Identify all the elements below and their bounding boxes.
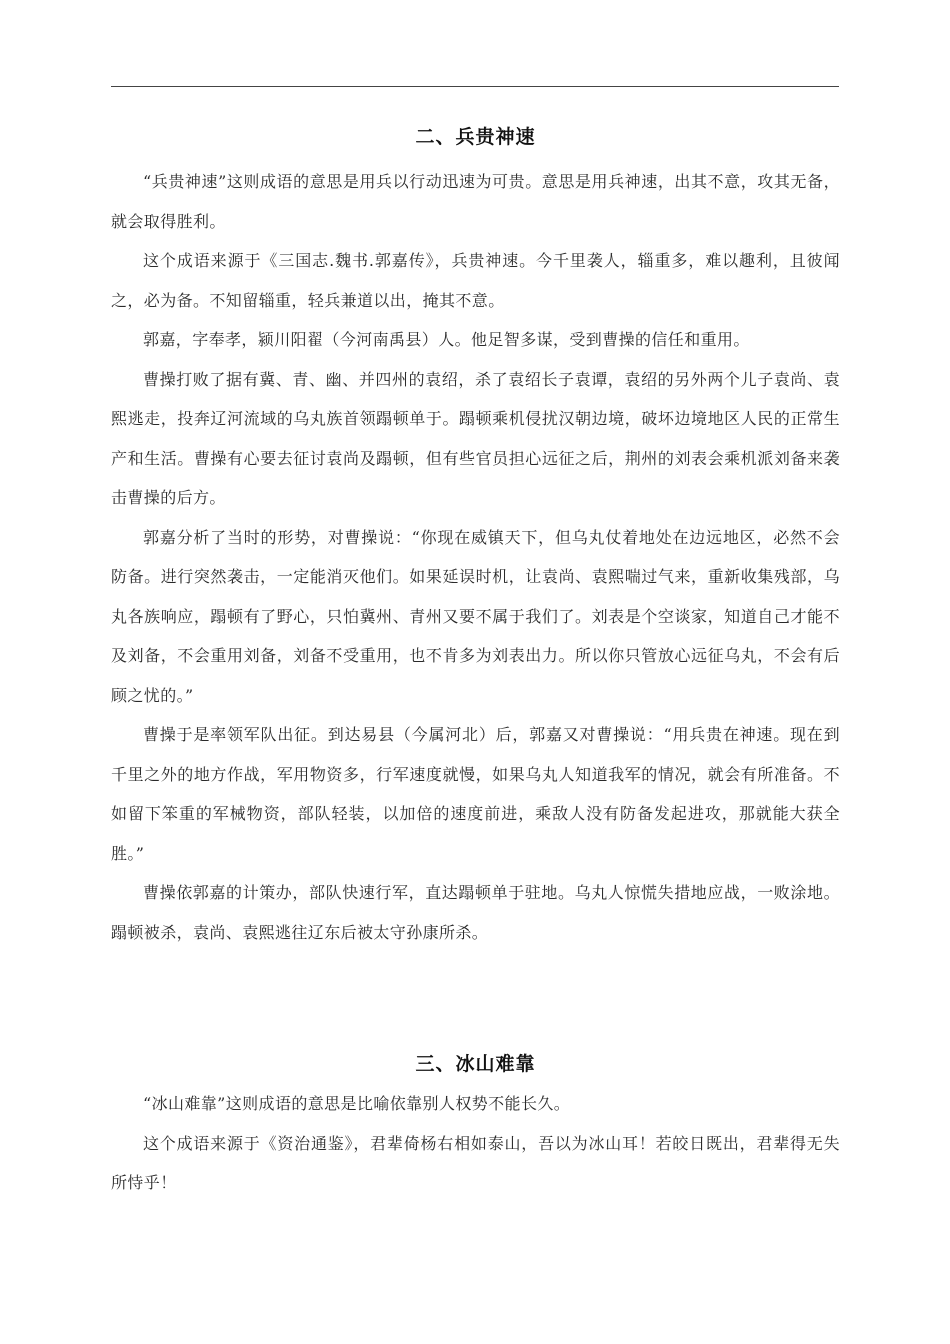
section-bing-gui-shen-su <box>111 122 840 952</box>
paragraph-meaning: “冰山难靠”这则成语的意思是比喻依靠别人权势不能长久。 <box>143 1094 571 1113</box>
paragraph-guo-jia-analysis: 郭嘉分析了当时的形势，对曹操说：“你现在威镇天下，但乌丸仗着地处在边远地区，必然不会防备。进行突然袭击，一定能消灭他们。如果延误时机，让袁尚、袁熙喘过气来，重新收集残部，乌丸各族响应，蹋顿有了野心，只怕冀州、青州又要不属于我们了。刘表是个空谈家，知道自己才能不及刘备，不会重用刘备，刘备不受重用，也不肯多为刘表出力。所以你只管放心远征乌丸，不会有后顾之忧的。” <box>111 527 840 705</box>
section-heading: 二、兵贵神速 <box>415 126 536 148</box>
section-bing-shan-nan-kao <box>111 1051 840 1203</box>
section-heading: 三、冰山难靠 <box>415 1053 536 1075</box>
header-rule <box>111 86 839 87</box>
paragraph-background: 曹操打败了据有冀、青、幽、并四州的袁绍，杀了袁绍长子袁谭，袁绍的另外两个儿子袁尚、袁熙逃走，投奔辽河流域的乌丸族首领蹋顿单于。蹋顿乘机侵扰汉朝边境，破坏边境地区人民的正常生产和生活。曹操有心要去征讨袁尚及蹋顿，但有些官员担心远征之后，荆州的刘表会乘机派刘备来袭击曹操的后方。 <box>111 369 840 507</box>
paragraph-campaign: 曹操于是率领军队出征。到达易县（今属河北）后，郭嘉又对曹操说：“用兵贵在神速。现在到千里之外的地方作战，军用物资多，行军速度就慢，如果乌丸人知道我军的情况，就会有所准备。不如留下笨重的军械物资，部队轻装，以加倍的速度前进，乘敌人没有防备发起进攻，那就能大获全胜。” <box>111 725 840 863</box>
paragraph-guo-jia-intro: 郭嘉，字奉孝，颍川阳翟（今河南禹县）人。他足智多谋，受到曹操的信任和重用。 <box>143 330 750 349</box>
paragraph-source: 这个成语来源于《资治通鉴》，君辈倚杨右相如泰山，吾以为冰山耳！若皎日既出，君辈得无失所恃乎！ <box>111 1133 840 1192</box>
paragraph-source: 这个成语来源于《三国志.魏书.郭嘉传》，兵贵神速。今千里袭人，辎重多，难以趣利，且彼闻之，必为备。不知留辎重，轻兵兼道以出，掩其不意。 <box>111 251 840 310</box>
paragraph-outcome: 曹操依郭嘉的计策办，部队快速行军，直达蹋顿单于驻地。乌丸人惊慌失措地应战，一败涂地。蹋顿被杀，袁尚、袁熙逃往辽东后被太守孙康所杀。 <box>111 883 840 942</box>
paragraph-meaning: “兵贵神速”这则成语的意思是用兵以行动迅速为可贵。意思是用兵神速，出其不意，攻其无备，就会取得胜利。 <box>111 172 840 231</box>
